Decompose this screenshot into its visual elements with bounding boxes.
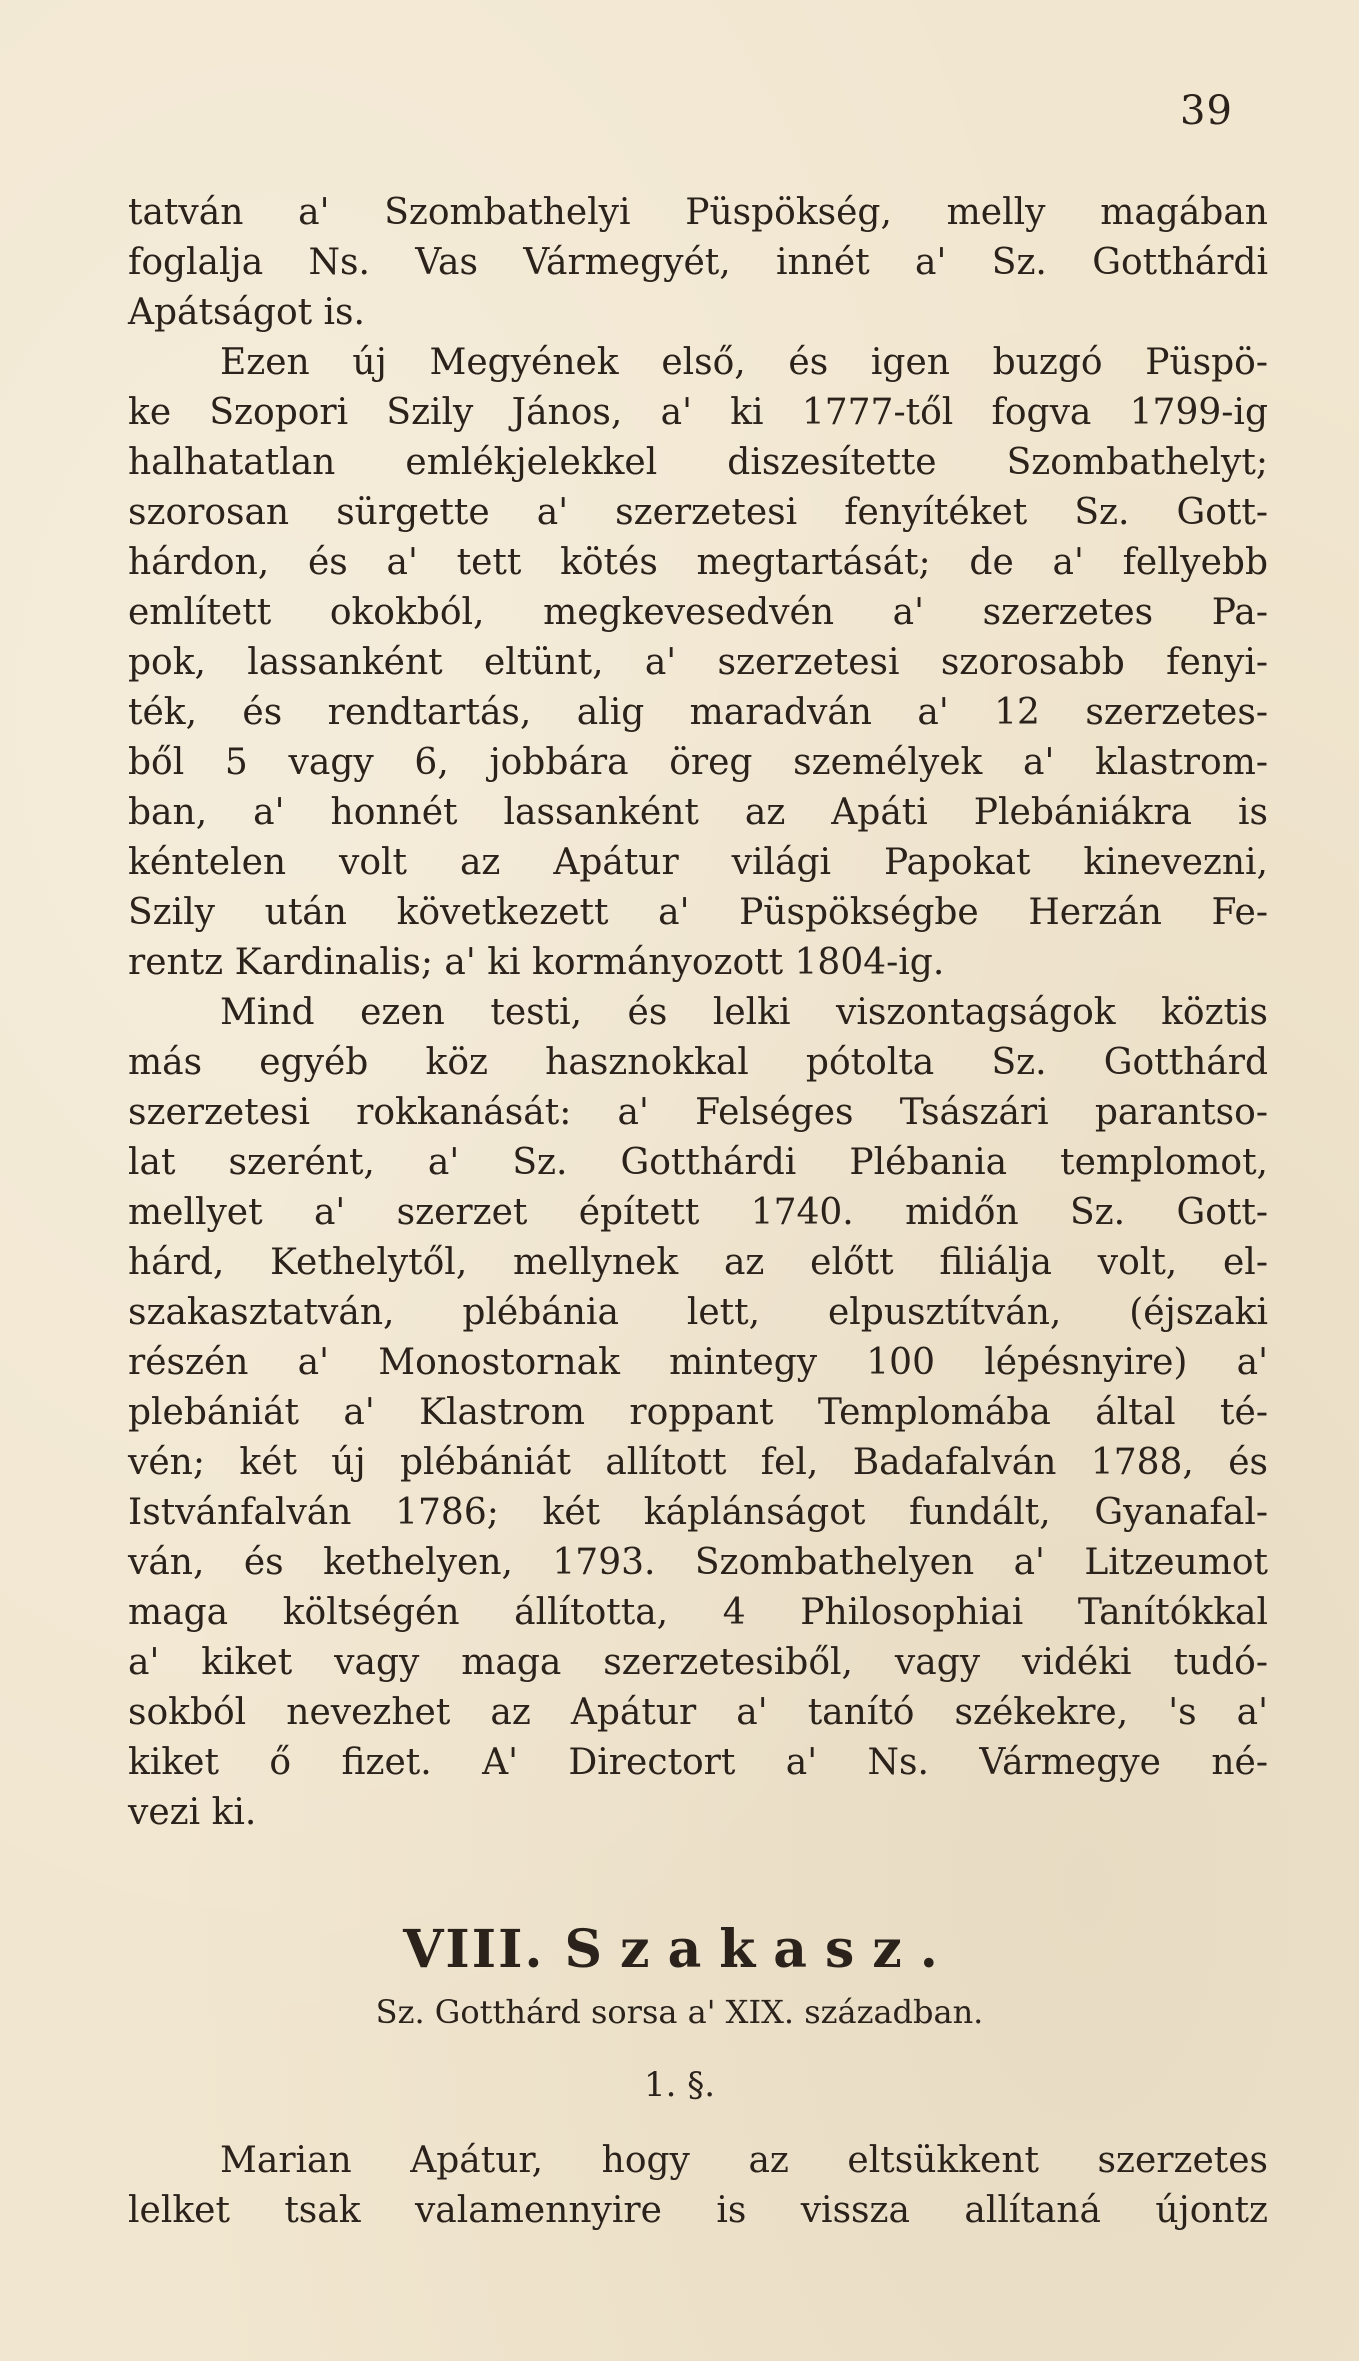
text-line: vezi ki. [128, 1792, 257, 1833]
text-line: szerzetesi rokkanását: a' Felséges Tsászári parantso- [128, 1092, 1268, 1133]
text-line: szorosan sürgette a' szerzetesi fenyítéket Sz. Gott- [128, 492, 1268, 533]
text-line: tatván a' Szombathelyi Püspökség, melly magában [128, 192, 1268, 233]
text-line: Istvánfalván 1786; két káplánságot fundált, Gyanafal- [128, 1492, 1268, 1533]
text-line: vén; két új plébániát allított fel, Badafalván 1788, és [128, 1442, 1268, 1483]
text-line: lat szerént, a' Sz. Gotthárdi Plébania templomot, [128, 1142, 1268, 1183]
text-line: pok, lassanként eltünt, a' szerzetesi szorosabb fenyi- [128, 642, 1268, 683]
text-line: ből 5 vagy 6, jobbára öreg személyek a' klastrom- [128, 742, 1268, 783]
page-number: 39 [1180, 88, 1233, 134]
text-line: Szily után következett a' Püspökségbe Herzán Fe- [128, 892, 1268, 933]
section-numeral: VIII. [403, 1919, 545, 1980]
text-line: Apátságot is. [128, 292, 365, 333]
body-text-part1 [128, 188, 1268, 1838]
text-line: részén a' Monostornak mintegy 100 lépésnyire) a' [128, 1342, 1268, 1383]
text-line: ték, és rendtartás, alig maradván a' 12 szerzetes- [128, 692, 1268, 733]
section-heading [0, 1918, 1359, 1982]
text-line: Ezen új Megyének első, és igen buzgó Püspö- [220, 342, 1268, 383]
body-text-part2 [128, 2136, 1268, 2236]
text-line: ke Szopori Szily János, a' ki 1777-től fogva 1799-ig [128, 392, 1268, 433]
text-line: maga költségén állította, 4 Philosophiai Tanítókkal [128, 1592, 1268, 1633]
text-line: mellyet a' szerzet épített 1740. midőn Sz. Gott- [128, 1192, 1268, 1233]
section-title-word: Szakasz. [564, 1919, 956, 1980]
text-line: hárdon, és a' tett kötés megtartását; de a' fellyebb [128, 542, 1268, 583]
text-line: foglalja Ns. Vas Vármegyét, innét a' Sz. Gotthárdi [128, 242, 1268, 283]
text-line: szakasztatván, plébánia lett, elpusztítván, (éjszaki [128, 1292, 1268, 1333]
text-line: Mind ezen testi, és lelki viszontagságok köztis [220, 992, 1268, 1033]
text-line: rentz Kardinalis; a' ki kormányozott 1804-ig. [128, 942, 945, 983]
text-line: más egyéb köz hasznokkal pótolta Sz. Gotthárd [128, 1042, 1268, 1083]
text-line: ván, és kethelyen, 1793. Szombathelyen a' Litzeumot [128, 1542, 1268, 1583]
text-line: kiket ő fizet. A' Directort a' Ns. Vármegye né- [128, 1742, 1268, 1783]
text-line: Marian Apátur, hogy az eltsükkent szerzetes [220, 2140, 1268, 2181]
text-line: sokból nevezhet az Apátur a' tanító székekre, 's a' [128, 1692, 1268, 1733]
section-subtitle: Sz. Gotthárd sorsa a' XIX. században. [375, 1993, 984, 2031]
text-line: említett okokból, megkevesedvén a' szerzetes Pa- [128, 592, 1268, 633]
text-line: ban, a' honnét lassanként az Apáti Plebániákra is [128, 792, 1268, 833]
text-line: a' kiket vagy maga szerzetesiből, vagy vidéki tudó- [128, 1642, 1268, 1683]
text-line: halhatatlan emlékjelekkel diszesítette Szombathelyt; [128, 442, 1268, 483]
text-line: lelket tsak valamennyire is vissza allítaná újontz [128, 2190, 1268, 2231]
paragraph-marker: 1. §. [643, 2065, 716, 2105]
text-line: hárd, Kethelytől, mellynek az előtt filiálja volt, el- [128, 1242, 1268, 1283]
text-line: plebániát a' Klastrom roppant Templomába által té- [128, 1392, 1268, 1433]
text-line: kéntelen volt az Apátur világi Papokat kinevezni, [128, 842, 1268, 883]
